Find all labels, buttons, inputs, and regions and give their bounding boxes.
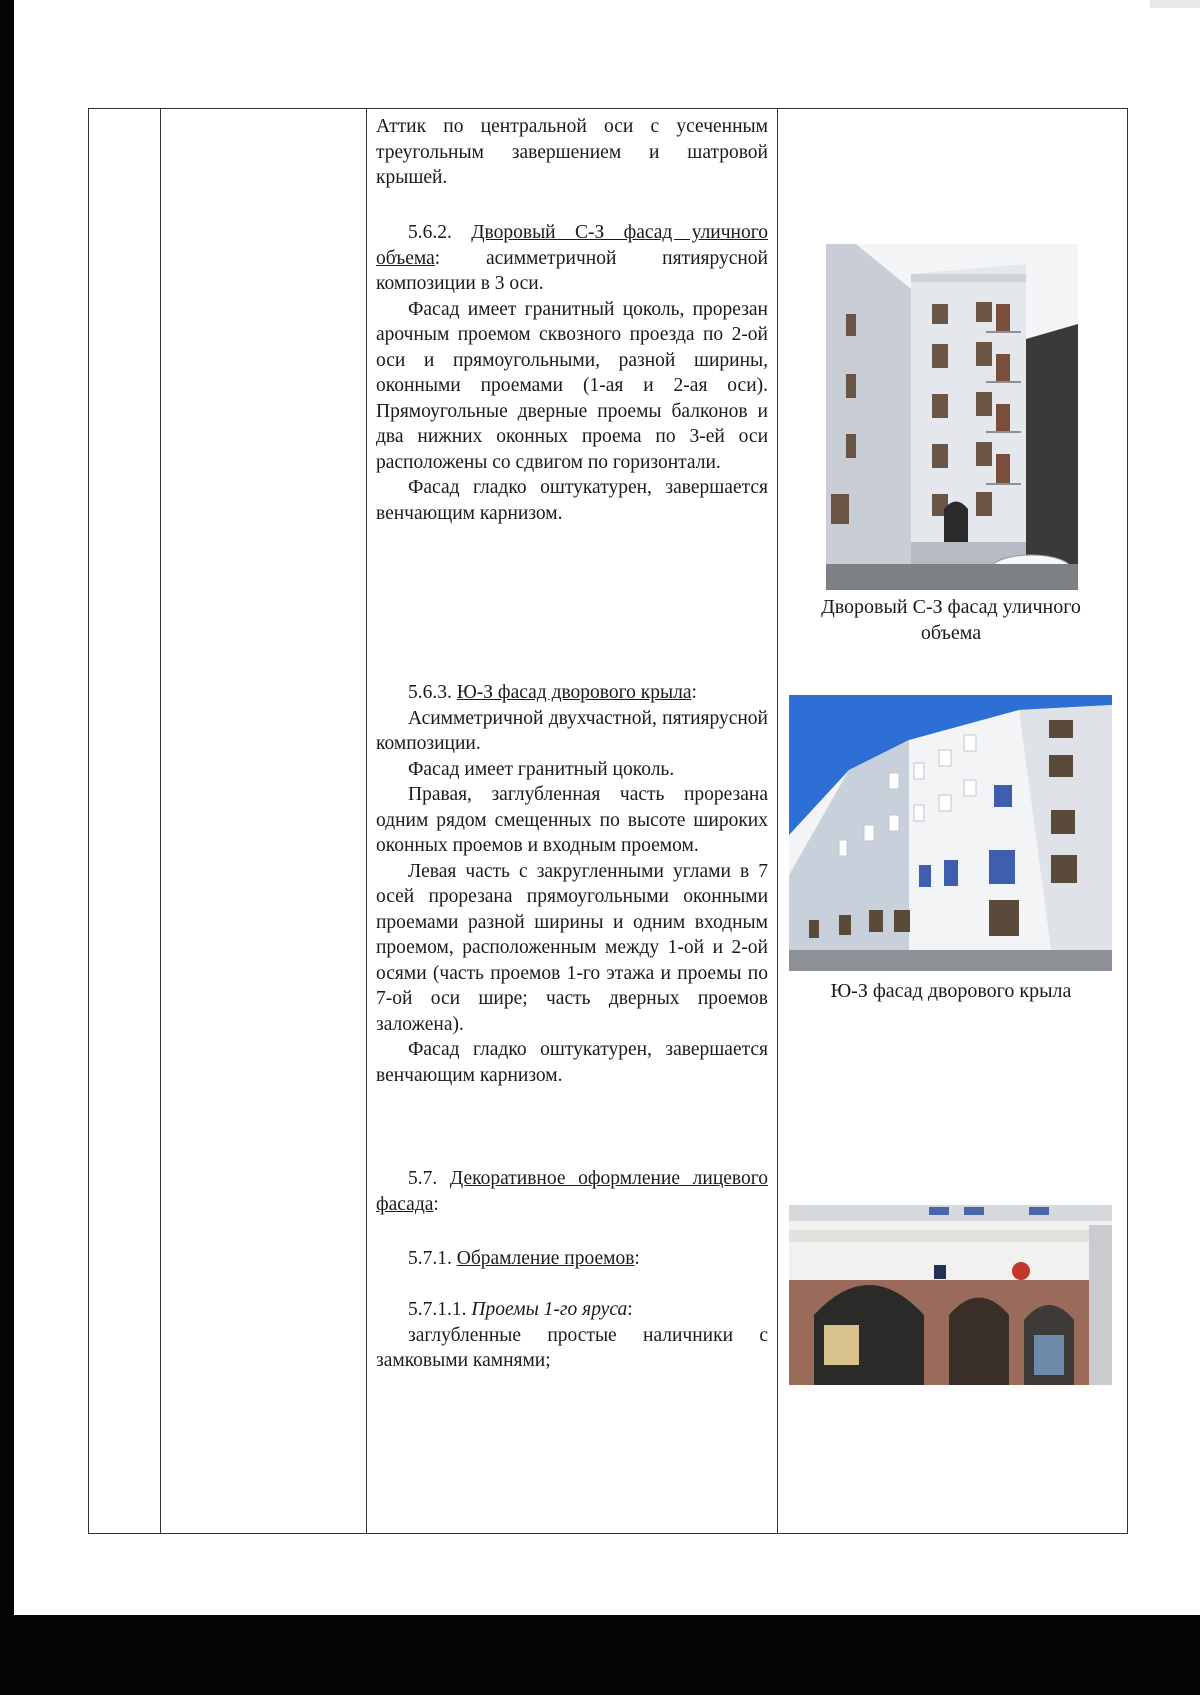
photo-2-caption: Ю-З фасад дворового крыла <box>830 980 1072 1002</box>
section-title-rest: : асимметричной пятиярусной композиции в 3 оси. <box>376 247 768 294</box>
building-photo-3 <box>789 1205 1112 1385</box>
section-5-7-1-1-heading <box>376 1297 768 1323</box>
section-5-7-1 <box>376 1246 768 1272</box>
section-number: 5.6.2. <box>408 222 452 243</box>
section-number: 5.7.1. <box>408 1248 452 1269</box>
scan-bottom-edge <box>0 1615 1200 1695</box>
attic-paragraph-block <box>376 114 768 191</box>
section-colon: : <box>627 1299 633 1320</box>
section-number: 5.6.3. <box>408 682 452 703</box>
section-5-6-2 <box>376 220 768 526</box>
section-5-7-1-1 <box>376 1297 768 1374</box>
table-column-divider-3 <box>777 108 778 1534</box>
section-5-7-1-heading <box>376 1246 768 1272</box>
section-5-6-3-heading <box>376 680 768 706</box>
paragraph: Фасад имеет гранитный цоколь. <box>408 758 675 780</box>
section-title: Декоративное оформление лицевого фасада <box>376 1168 769 1215</box>
section-title: Обрамление проемов <box>456 1248 635 1269</box>
section-colon: : <box>691 682 697 703</box>
paragraph: Асимметричной двухчастной, пятиярусной композиции. <box>376 707 768 754</box>
section-5-6-3 <box>376 680 768 1088</box>
attic-text: Аттик по центральной оси с усеченным треугольным завершением и шатровой крышей. <box>376 116 768 188</box>
photo-street-facade-arches <box>789 1205 1112 1385</box>
section-5-7 <box>376 1166 768 1217</box>
paragraph: Левая часть с закругленными углами в 7 осей прорезана прямоугольными оконными проемами разной ширины и одним входным проемом, расположенным между 1-ой и 2-ой осями (часть проемов 1-го этажа и проемы по 7-ой оси шире; часть дверных проемов заложена). <box>376 860 768 1035</box>
photo-courtyard-wing-sw-facade <box>789 695 1112 971</box>
section-number: 5.7. <box>408 1168 438 1189</box>
table-column-divider-1 <box>160 108 161 1534</box>
section-title: Проемы 1-го яруса <box>471 1299 628 1320</box>
building-photo-1 <box>826 244 1078 590</box>
photo-courtyard-nw-facade <box>826 244 1078 590</box>
building-photo-2 <box>789 695 1112 971</box>
paragraph: Фасад гладко оштукатурен, завершается венчающим карнизом. <box>376 477 768 524</box>
paragraph: Правая, заглубленная часть прорезана одним рядом смещенных по высоте широких оконных проемов и входным проемом. <box>376 784 768 856</box>
section-title: Дворовый С-З фасад уличного объема <box>376 222 769 269</box>
section-5-7-heading <box>376 1166 768 1217</box>
section-title: Ю-З фасад дворового крыла <box>456 682 692 703</box>
paragraph: Фасад имеет гранитный цоколь, прорезан арочным проемом сквозного проезда по 2-ой оси и прямоугольными, разной ширины, оконными проемами (1-ая и 2-ая оси). Прямоугольные дверные проемы балконов и два нижних оконных проема по 3-ей оси расположены со сдвигом по горизонтали. <box>376 298 768 473</box>
paragraph: заглубленные простые наличники с замковыми камнями; <box>376 1324 768 1371</box>
scan-top-mark <box>1150 0 1200 8</box>
photo-1-caption: Дворовый С-З фасад уличного объема <box>821 596 1081 644</box>
section-colon: : <box>634 1248 640 1269</box>
scan-left-edge <box>0 0 14 1695</box>
section-5-6-2-heading <box>376 220 768 297</box>
paragraph: Фасад гладко оштукатурен, завершается венчающим карнизом. <box>376 1039 768 1086</box>
table-column-divider-2 <box>366 108 367 1534</box>
section-number: 5.7.1.1. <box>408 1299 467 1320</box>
section-colon: : <box>433 1193 439 1215</box>
